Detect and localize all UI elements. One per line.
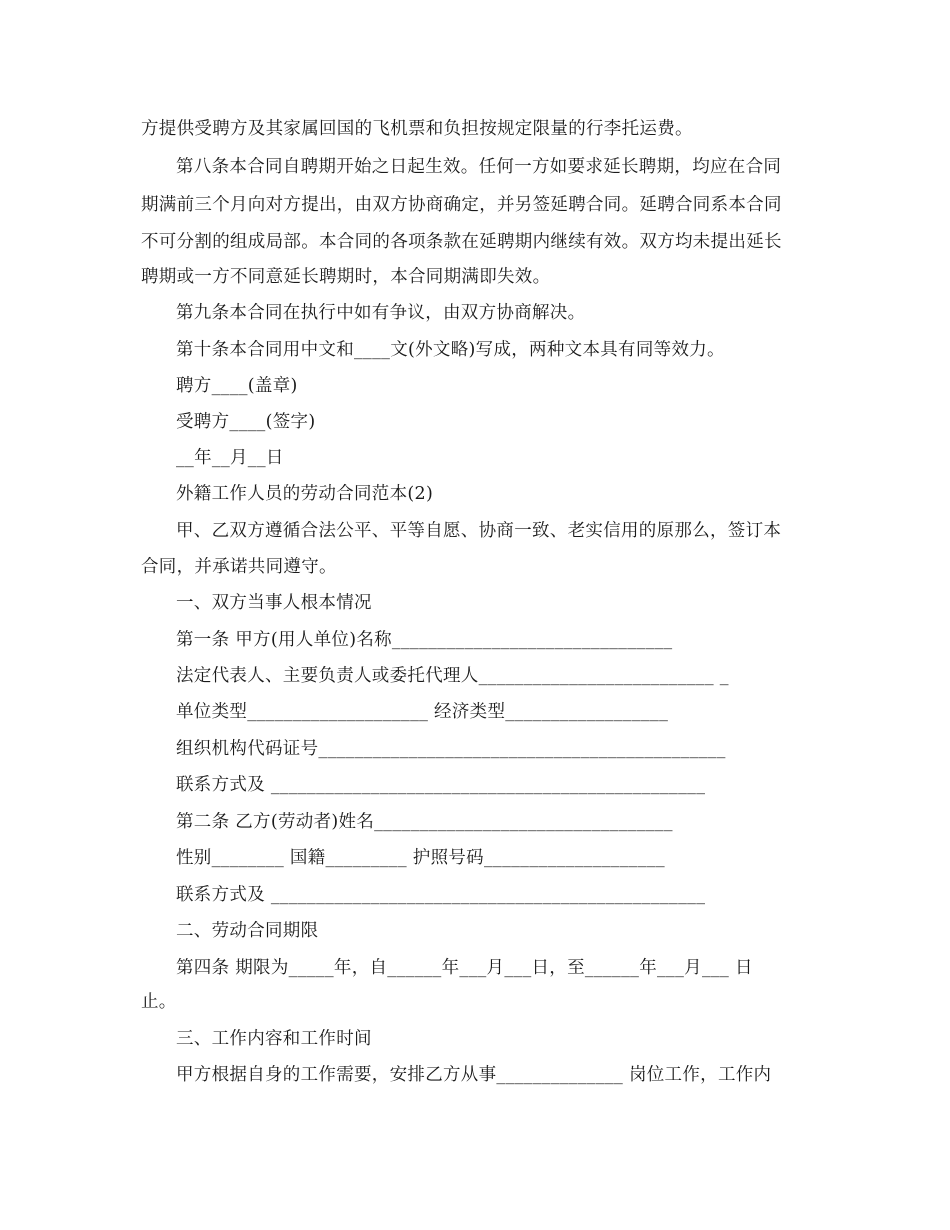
text-line: 受聘方____(签字) (176, 412, 316, 432)
text-line: 聘期或一方不同意延长聘期时，本合同期满即失效。 (141, 267, 551, 287)
form-field-line: 组织机构代码证号_____________________________________________ (176, 739, 726, 759)
section-heading: 二、劳动合同期限 (176, 921, 319, 941)
section-heading: 一、双方当事人根本情况 (176, 593, 372, 613)
section-heading: 外籍工作人员的劳动合同范本(2) (176, 484, 434, 504)
form-field-line: 第一条 甲方(用人单位)名称_______________________________ (176, 630, 673, 650)
text-line: 不可分割的组成局部。本合同的各项条款在延聘期内继续有效。双方均未提出延长 (141, 232, 782, 252)
text-line: 甲方根据自身的工作需要，安排乙方从事______________ 岗位工作，工作内 (176, 1065, 772, 1085)
form-field-line: 性别________ 国籍_________ 护照号码____________________ (176, 848, 665, 868)
text-line: 聘方____(盖章) (176, 376, 298, 396)
section-heading: 三、工作内容和工作时间 (176, 1029, 372, 1049)
form-field-line: 单位类型____________________ 经济类型__________________ (176, 702, 669, 722)
form-field-line: 第四条 期限为_____年，自______年___月___日，至______年___月___ 日 (176, 958, 753, 978)
text-line: 止。 (141, 992, 177, 1012)
text-line: __年__月__日 (176, 448, 284, 468)
form-field-line: 联系方式及 ________________________________________________ (176, 775, 706, 795)
text-line: 合同，并承诺共同遵守。 (141, 557, 337, 577)
text-line: 甲、乙双方遵循合法公平、平等自愿、协商一致、老实信用的原那么，签订本 (176, 521, 782, 541)
text-line: 期满前三个月向对方提出，由双方协商确定，并另签延聘合同。延聘合同系本合同 (141, 195, 782, 215)
form-field-line: 第二条 乙方(劳动者)姓名_________________________________ (176, 812, 673, 832)
text-line: 方提供受聘方及其家属回国的飞机票和负担按规定限量的行李托运费。 (141, 119, 693, 139)
text-line: 第九条本合同在执行中如有争议，由双方协商解决。 (176, 303, 586, 323)
text-line: 第八条本合同自聘期开始之日起生效。任何一方如要求延长聘期，均应在合同 (176, 157, 782, 177)
text-line: 第十条本合同用中文和____文(外文略)写成，两种文本具有同等效力。 (176, 340, 725, 360)
form-field-line: 联系方式及 ________________________________________________ (176, 885, 706, 905)
form-field-line: 法定代表人、主要负责人或委托代理人__________________________ _ (176, 666, 729, 686)
